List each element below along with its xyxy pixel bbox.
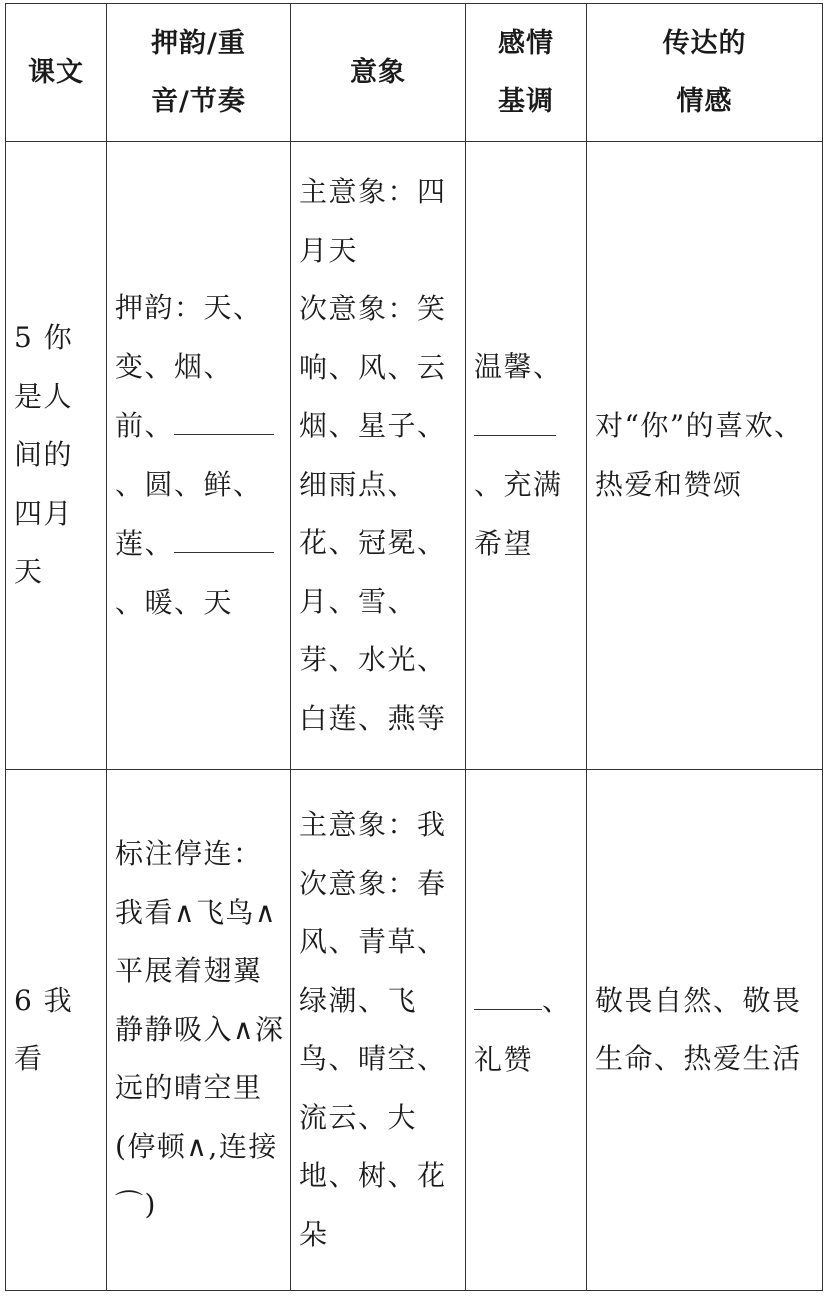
header-rhythm-line1: 押韵/重: [151, 27, 246, 59]
tone-part-a: 、: [542, 984, 572, 1017]
rhythm-text: [107, 279, 290, 632]
header-tone-line2: 基调: [498, 85, 554, 117]
rhythm-cell: [107, 142, 291, 770]
header-emotion: [587, 4, 823, 142]
header-tone: [466, 4, 587, 142]
table-row: [6, 142, 823, 770]
imagery-cell: [291, 142, 466, 770]
tone-part-b: 、充满希望: [474, 468, 563, 560]
emotion-cell: [587, 142, 823, 770]
imagery-cell: [291, 770, 466, 1291]
fill-blank[interactable]: [474, 397, 556, 436]
header-lesson: [6, 4, 107, 142]
rhythm-part-c: 、暖、天: [115, 585, 234, 619]
lesson-title: 6 我看: [14, 983, 74, 1075]
rhythm-cell: [107, 770, 291, 1291]
header-emotion-line1: 传达的: [662, 27, 747, 59]
header-row: [6, 4, 823, 142]
header-rhythm-line2: 音/节奏: [151, 85, 246, 117]
fill-blank[interactable]: [174, 514, 274, 553]
rhythm-part-a: 押韵：天、变、烟、前、: [115, 291, 263, 442]
tone-part-a: 温馨、: [474, 350, 563, 383]
header-lesson-text: 课文: [28, 56, 84, 88]
header-rhythm: [107, 4, 291, 142]
lesson-cell: [6, 770, 107, 1291]
imagery-text: 主意象：我 次意象：春风、青草、绿潮、飞鸟、晴空、流云、大地、树、花朵: [299, 808, 447, 1251]
table-row: [6, 770, 823, 1291]
tone-part-b: 礼赞: [474, 1042, 534, 1076]
tone-cell: [466, 142, 587, 770]
imagery-text: 主意象：四月天 次意象：笑响、风、云烟、星子、细雨点、花、冠冕、月、雪、芽、水光、白莲、燕等: [299, 175, 447, 735]
tone-text: [466, 971, 586, 1089]
header-imagery: [291, 4, 466, 142]
header-imagery-text: 意象: [350, 56, 406, 88]
tone-text: [466, 338, 586, 573]
header-emotion-line2: 情感: [676, 85, 733, 117]
lesson-cell: [6, 142, 107, 770]
lesson-table: [5, 3, 823, 1291]
tone-cell: [466, 770, 587, 1291]
emotion-text: 对“你”的喜欢、热爱和赞颂: [595, 409, 804, 501]
lesson-title: 5 你是人间的四月天: [14, 321, 74, 589]
emotion-text: 敬畏自然、敬畏生命、热爱生活: [595, 983, 802, 1075]
emotion-cell: [587, 770, 823, 1291]
rhythm-text: 标注停连：我看∧飞鸟∧平展着翅翼静静吸入∧深远的晴空里(停顿∧,连接⌒): [115, 837, 285, 1222]
fill-blank[interactable]: [174, 396, 274, 435]
header-tone-line1: 感情: [498, 27, 554, 59]
fill-blank[interactable]: [474, 971, 542, 1010]
rhythm-part-b: 、圆、鲜、莲、: [115, 467, 263, 560]
